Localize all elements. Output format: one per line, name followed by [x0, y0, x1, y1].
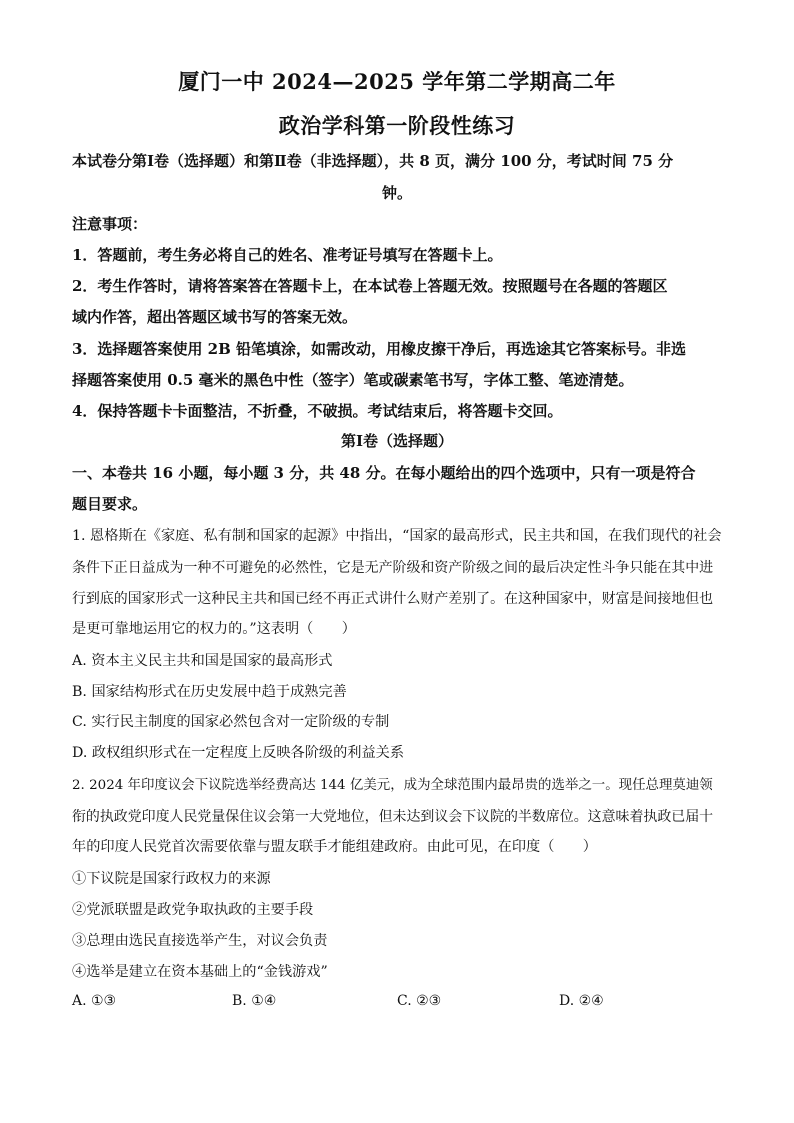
- q2-statement-2: ②党派联盟是政党争取执政的主要手段: [72, 902, 314, 918]
- q1-option-b: B. 国家结构形式在历史发展中趋于成熟完善: [72, 684, 347, 700]
- q1-option-d: D. 政权组织形式在一定程度上反映各阶级的利益关系: [72, 745, 405, 761]
- q2-statement-1: ①下议院是国家行政权力的来源: [72, 871, 271, 887]
- notice-item-3-line1: 3．选择题答案使用 2B 铅笔填涂，如需改动，用橡皮擦干净后，再选途其它答案标号。非选: [72, 340, 687, 358]
- q2-statement-3: ③总理由选民直接选举产生，对议会负责: [72, 933, 328, 949]
- q2-stem-line2: 衔的执政党印度人民党量保住议会第一大党地位，但未达到议会下议院的半数席位。这意味着执政已届十: [72, 809, 714, 825]
- notice-item-3-line2: 择题答案使用 0.5 毫米的黑色中性（签字）笔或碳素笔书写，字体工整、笔迹清楚。: [72, 371, 634, 389]
- notice-item-1: 1．答题前，考生务必将自己的姓名、准考证号填写在答题卡上。: [72, 246, 503, 264]
- q2-option-a: A. ①③: [72, 993, 117, 1009]
- section1-heading: 第Ⅰ卷（选择题）: [340, 432, 454, 450]
- notice-item-2-line1: 2．考生作答时，请将答案答在答题卡上，在本试卷上答题无效。按照题号在各题的答题区: [72, 277, 668, 295]
- section1-instruction-line2: 题目要求。: [72, 495, 148, 513]
- notice-heading: 注意事项：: [72, 215, 148, 233]
- q1-stem-line4: 是更可靠地运用它的权力的。”这表明（ ）: [72, 621, 356, 637]
- notice-item-2-line2: 域内作答，超出答题区域书写的答案无效。: [72, 308, 358, 326]
- q2-option-b: B. ①④: [232, 993, 277, 1009]
- q1-stem-line2: 条件下正日益成为一种不可避免的必然性，它是无产阶级和资产阶级之间的最后决定性斗争只能在其中进: [72, 560, 714, 576]
- q1-stem-line1: 1. 恩格斯在《家庭、私有制和国家的起源》中指出，“国家的最高形式，民主共和国，在我们现代的社会: [72, 528, 722, 544]
- q2-statement-4: ④选举是建立在资本基础上的“金钱游戏”: [72, 964, 328, 980]
- section1-instruction-line1: 一、本卷共 16 小题，每小题 3 分，共 48 分。在每小题给出的四个选项中，只有一项是符合: [72, 464, 696, 482]
- notice-item-4: 4．保持答题卡卡面整洁，不折叠，不破损。考试结束后，将答题卡交回。: [72, 402, 563, 420]
- exam-intro-line1: 本试卷分第Ⅰ卷（选择题）和第Ⅱ卷（非选择题），共 8 页，满分 100 分，考试时间 75 分: [72, 152, 674, 170]
- q2-option-c: C. ②③: [397, 993, 442, 1009]
- q2-options-row: [72, 993, 732, 1013]
- exam-title-line1: 厦门一中 2024—2025 学年第二学期高二年: [178, 69, 616, 94]
- q1-option-a: A. 资本主义民主共和国是国家的最高形式: [72, 653, 333, 669]
- q1-stem-line3: 行到底的国家形式一这种民主共和国已经不再正式讲什么财产差别了。在这种国家中，财富是间接地但也: [72, 591, 714, 607]
- q2-stem-line1: 2. 2024 年印度议会下议院选举经费高达 144 亿美元，成为全球范围内最昂贵的选举之一。现任总理莫迪领: [72, 778, 713, 793]
- exam-intro-line2: 钟。: [381, 184, 412, 202]
- q2-stem-line3: 年的印度人民党首次需要依靠与盟友联手才能组建政府。由此可见，在印度（ ）: [72, 839, 597, 855]
- q1-option-c: C. 实行民主制度的国家必然包含对一定阶级的专制: [72, 714, 390, 730]
- q2-option-d: D. ②④: [559, 993, 604, 1009]
- exam-title-line2: 政治学科第一阶段性练习: [278, 113, 516, 138]
